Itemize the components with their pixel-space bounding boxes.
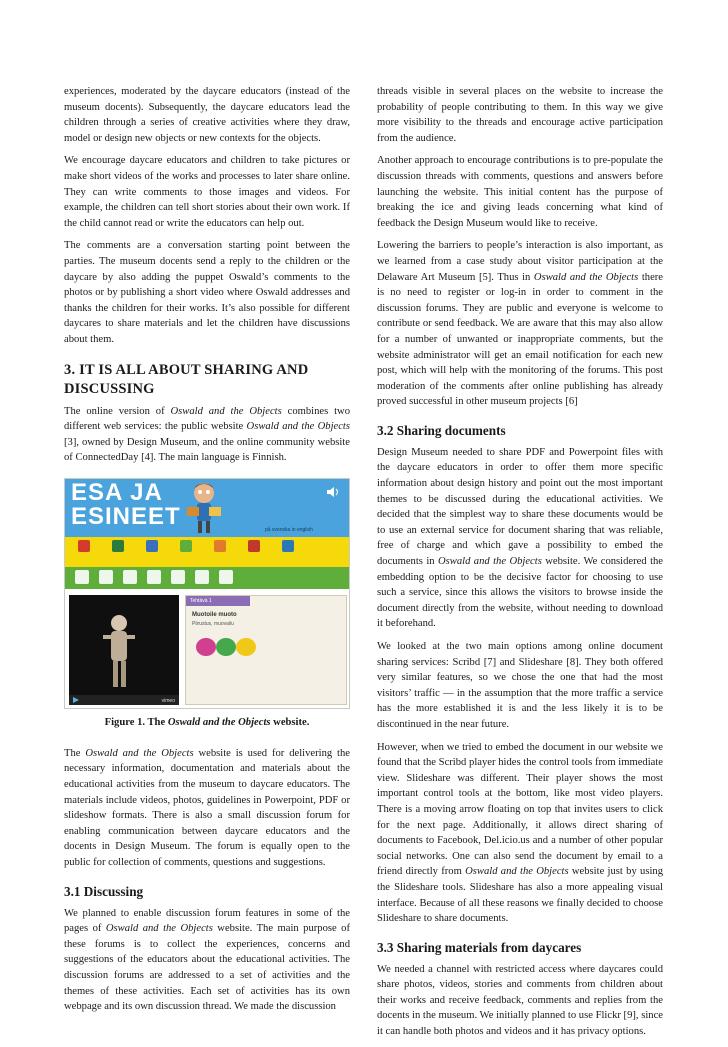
text-run: website is used for delivering the necessary information, documentation and materials about the educational activities from the museum to daycare educators. The materials include videos, photos, guidelines in Powerpoint, PDF or slideshow formats. There is also a small discussion forum for enabling communication between daycare educators and the docents in Design Museum. The forum is equally open to the public for collection of comments, questions and suggestions. <box>64 747 350 869</box>
website-screenshot <box>64 478 350 709</box>
subnav-tile[interactable] <box>219 570 233 584</box>
paragraph <box>377 238 663 410</box>
paragraph <box>377 445 663 632</box>
paragraph <box>64 746 350 871</box>
text-run: The online version of <box>64 405 171 417</box>
books-icon <box>214 540 226 552</box>
site-logo <box>71 478 181 530</box>
site-nav <box>65 537 349 567</box>
italic-title: Oswald and the Objects <box>246 421 350 433</box>
museum-icon <box>248 540 260 552</box>
text-run: website. <box>270 716 310 728</box>
paragraph <box>64 906 350 1015</box>
text-run: The <box>64 747 86 759</box>
subsection-heading: 3.1 Discussing <box>64 883 144 899</box>
italic-title: Oswald and the Objects <box>170 405 282 417</box>
italic-title: Oswald and the Objects <box>85 747 194 759</box>
puppet-character-icon <box>185 481 223 535</box>
scissors-icon <box>112 540 124 552</box>
speaker-icon[interactable] <box>327 487 339 497</box>
subnav-tile[interactable] <box>75 570 89 584</box>
subnav-tile[interactable] <box>171 570 185 584</box>
subnav-tile[interactable] <box>123 570 137 584</box>
nav-item[interactable] <box>205 540 235 554</box>
subnav-tile[interactable] <box>147 570 161 584</box>
italic-title: Oswald and the Objects <box>167 716 271 728</box>
task-subtitle: Piirustus, muovailu <box>192 620 234 627</box>
text-run: website just by using the Slideshare tools. Slideshare has also a more appealing visual interface. Because of all these reasons we finally decided to choose Slideshare to share documents. <box>377 866 664 925</box>
task-title: Muotoile muoto <box>192 611 237 618</box>
vimeo-label: vimeo <box>161 697 175 704</box>
video-player[interactable] <box>69 595 179 705</box>
nav-item[interactable] <box>273 540 303 554</box>
logo-line: ESA JA <box>71 478 163 506</box>
text-run: [3], owned by Design Museum, and the online community website of ConnectedDay [4]. The main language is Finnish. <box>64 436 350 464</box>
text-run: Figure 1. The <box>104 716 168 728</box>
text-run: combines two different web services: the public website <box>64 405 350 433</box>
nav-item[interactable] <box>103 540 133 554</box>
paragraph: experiences, moderated by the daycare educators (instead of the museum docents). Subsequently, the daycare educators lead the children through a series of creative activities where they draw, model or design new objects or new contexts for the objects. <box>64 86 350 144</box>
text-run: Design Museum needed to share PDF and Powerpoint files with the daycare educators in order to offer them more specific information about design history and point out the most important themes to be discussed during the educational activities. We decided that the simplest way to share these documents would be to use an external service for document sharing that was reliable, free of charge and which gave a possibility to embed the documents in <box>377 446 663 568</box>
paragraph: We encourage daycare educators and children to take pictures or make short videos of the works and processes to later share online. They can write comments to those images and videos. For example, the children can tell short stories about their own work. If the child cannot read or write the educators can help out. <box>64 155 350 229</box>
paragraph: The comments are a conversation starting point between the parties. The museum docents send a reply to the children or the daycare by also adding the puppet Oswald’s comments to the photos or by publishing a short video where Oswald addresses and thanks the children for their works. It’s also possible for different daycares to share materials and let the children have discussions about them. <box>64 240 350 345</box>
puppet-figure-icon <box>101 613 137 689</box>
subsection-heading: 3.2 Sharing documents <box>377 422 506 438</box>
text-run: website. We considered the embedding option to be the decisive factor for choosing to use such a service, since this allows the visitors to browse inside the document directly from the website, without needing to download it beforehand. <box>377 556 664 630</box>
site-header <box>65 479 349 537</box>
logo-line: ESINEET <box>71 502 181 530</box>
left-column <box>64 84 350 1022</box>
paragraph: Another approach to encourage contributions is to pre-populate the discussion threads with comments, questions and answers before launching the website. This initial content has the purpose of breaking the ice and giving leads concerning what kind of feedback the Design Museum would like to receive. <box>377 155 663 229</box>
paragraph <box>64 404 350 466</box>
color-shapes-icon <box>194 632 274 662</box>
subnav-tile[interactable] <box>99 570 113 584</box>
nav-item[interactable] <box>69 540 99 554</box>
subnav-tile[interactable] <box>195 570 209 584</box>
nav-item[interactable] <box>137 540 167 554</box>
paragraph: We needed a channel with restricted access where daycares could share photos, videos, stories and comments from children about their works and receive feedback, comments and replies from the docents in the museum. We initially planned to use Flickr [9], since it can handle both photos and videos and it has privacy options. <box>377 963 663 1038</box>
question-icon <box>282 540 294 552</box>
nav-item[interactable] <box>171 540 201 554</box>
play-icon[interactable] <box>73 697 79 703</box>
text-run: website. The main purpose of these forums is to collect the experiences, concerns and suggestions of the educators about the educational activities. The discussion forums are addressed to a set of activities and the themes of these activities. Each set of activities has its own webpage and its own discussion thread. We made the discussion <box>64 923 350 1013</box>
text-run: Lowering the barriers to people’s interaction is also important, as we learned from a case study about visitor participation at the Delaware Art Museum [5]. Thus in <box>377 240 663 283</box>
language-links[interactable]: på svenska in english <box>265 526 313 533</box>
bus-icon <box>146 540 158 552</box>
crown-icon <box>78 540 90 552</box>
figure-1 <box>64 478 350 728</box>
subsection-heading: 3.3 Sharing materials from daycares <box>377 939 582 955</box>
figure-caption <box>64 717 350 728</box>
paragraph: We looked at the two main options among online document sharing services: Scribd [7] and Slideshare [8]. They both offered very similar features, so we chose the one that had the most visitors’ traffic — in the assumption that the more traffic a service has the more established it is and the less likely it is to be discontinued in the near future. <box>377 641 663 730</box>
right-column <box>377 84 663 1047</box>
text-run: there is no need to register or log-in in order to comment in the discussion forums. They are public and everyone is welcome to contribute or send feedback. We are aware that this may also allow for a number of unwanted or inappropriate comments, but the website administrator will get an email notification for each new post, which will help with the monitoring of the forums. This post moderation of the comments after online publishing has already proved successful in other museum projects [6] <box>377 271 664 408</box>
paragraph: threads visible in several places on the website to increase the probability of people contributing to them. In this way we give more visibility to the threads and encourage active participation from the audience. <box>377 86 663 144</box>
text-run: However, when we tried to embed the document in our website we found that the Scribd player hides the control tools from immediate view. Slideshare was different. Their player shows the most important control tools at the bottom, like most video players. There is a moving arrow floating on top that invites users to click for the next page. Additionally, it allows direct sharing of documents to Facebook, Del.icio.us and a number of other popular social networks. One can also send the document by email to a friend directly from <box>377 741 663 878</box>
paragraph <box>377 740 663 927</box>
task-tab[interactable]: Tehtävä 1 <box>186 596 250 606</box>
italic-title: Oswald and the Objects <box>437 556 542 568</box>
italic-title: Oswald and the Objects <box>465 866 569 878</box>
section-heading: 3. IT IS ALL ABOUT SHARING AND DISCUSSING <box>64 361 309 397</box>
italic-title: Oswald and the Objects <box>533 271 639 283</box>
italic-title: Oswald and the Objects <box>105 923 213 935</box>
frame-icon <box>180 540 192 552</box>
site-subnav <box>65 567 349 589</box>
nav-item[interactable] <box>239 540 269 554</box>
text-run: We planned to enable discussion forum features in some of the pages of <box>64 907 350 935</box>
task-panel <box>185 595 347 705</box>
